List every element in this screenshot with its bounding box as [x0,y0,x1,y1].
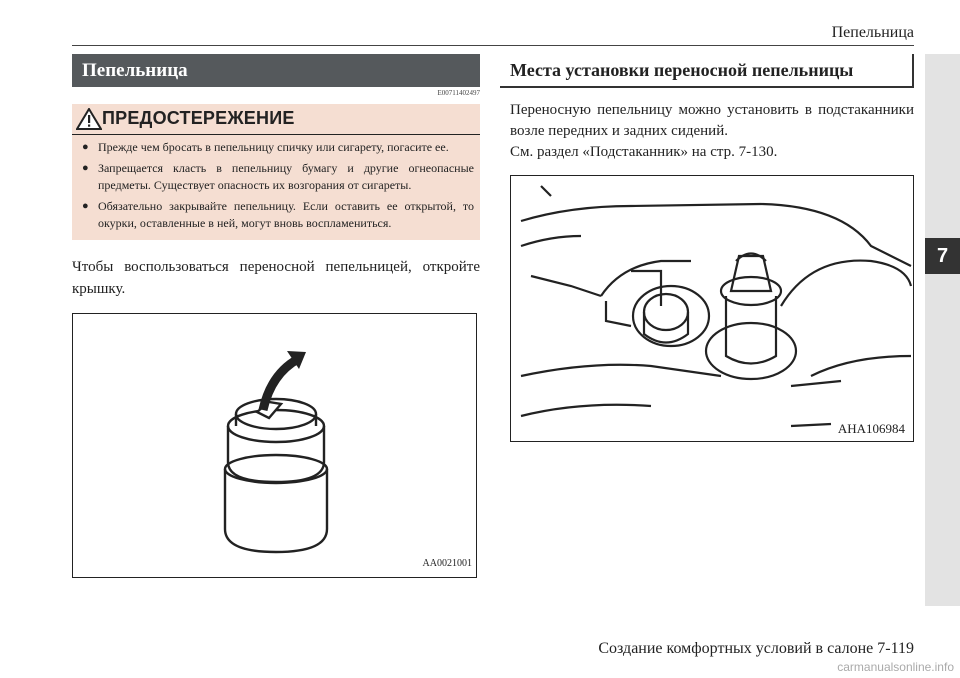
warning-item: ● Прежде чем бросать в пепельницу спичку или сигарету, погасите ее. [82,139,474,156]
warning-title: ПРЕДОСТЕРЕЖЕНИЕ [102,108,295,128]
figure-cupholder-installation [510,175,914,442]
warning-item: ● Обязательно закрывайте пепельницу. Если оставить ее открытой, то окурки, оставленные в ней, могут вновь воспламениться. [82,198,474,232]
cross-reference: См. раздел «Подстаканник» на стр. 7-130. [510,144,778,160]
figure-label: AHA106984 [837,421,905,436]
cupholder-illustration [511,176,913,441]
page-footer: Создание комфортных условий в салоне 7-119 [598,640,914,657]
section-title-ashtray: Пепельница [72,54,480,87]
chapter-tab-number: 7 [925,238,960,274]
warning-header [72,104,480,135]
warning-item: ● Запрещается класть в пепельницу бумагу и другие огнеопасные предметы. Существует опасность их возгорания от сигареты. [82,160,474,194]
figure-ashtray-open [72,313,477,578]
body-paragraph-installation [510,100,914,163]
warning-triangle-icon [76,108,102,130]
body-paragraph-open-lid: Чтобы воспользоваться переносной пепельницей, откройте крышку. [72,259,480,297]
ashtray-illustration [73,314,476,577]
document-code: E00711402497 [437,89,480,97]
watermark: carmanualsonline.info [837,660,954,674]
section-title-installation: Места установки переносной пепельницы [500,54,914,88]
figure-label: AA0021001 [422,558,472,569]
paragraph-line: Переносную пепельницу можно установить в подстаканники возле передних и задних сидений. [510,102,914,139]
chapter-tab-strip [925,54,960,606]
top-rule [72,45,914,46]
warning-list [72,135,480,232]
warning-box [72,104,480,240]
running-title: Пепельница [831,24,914,41]
